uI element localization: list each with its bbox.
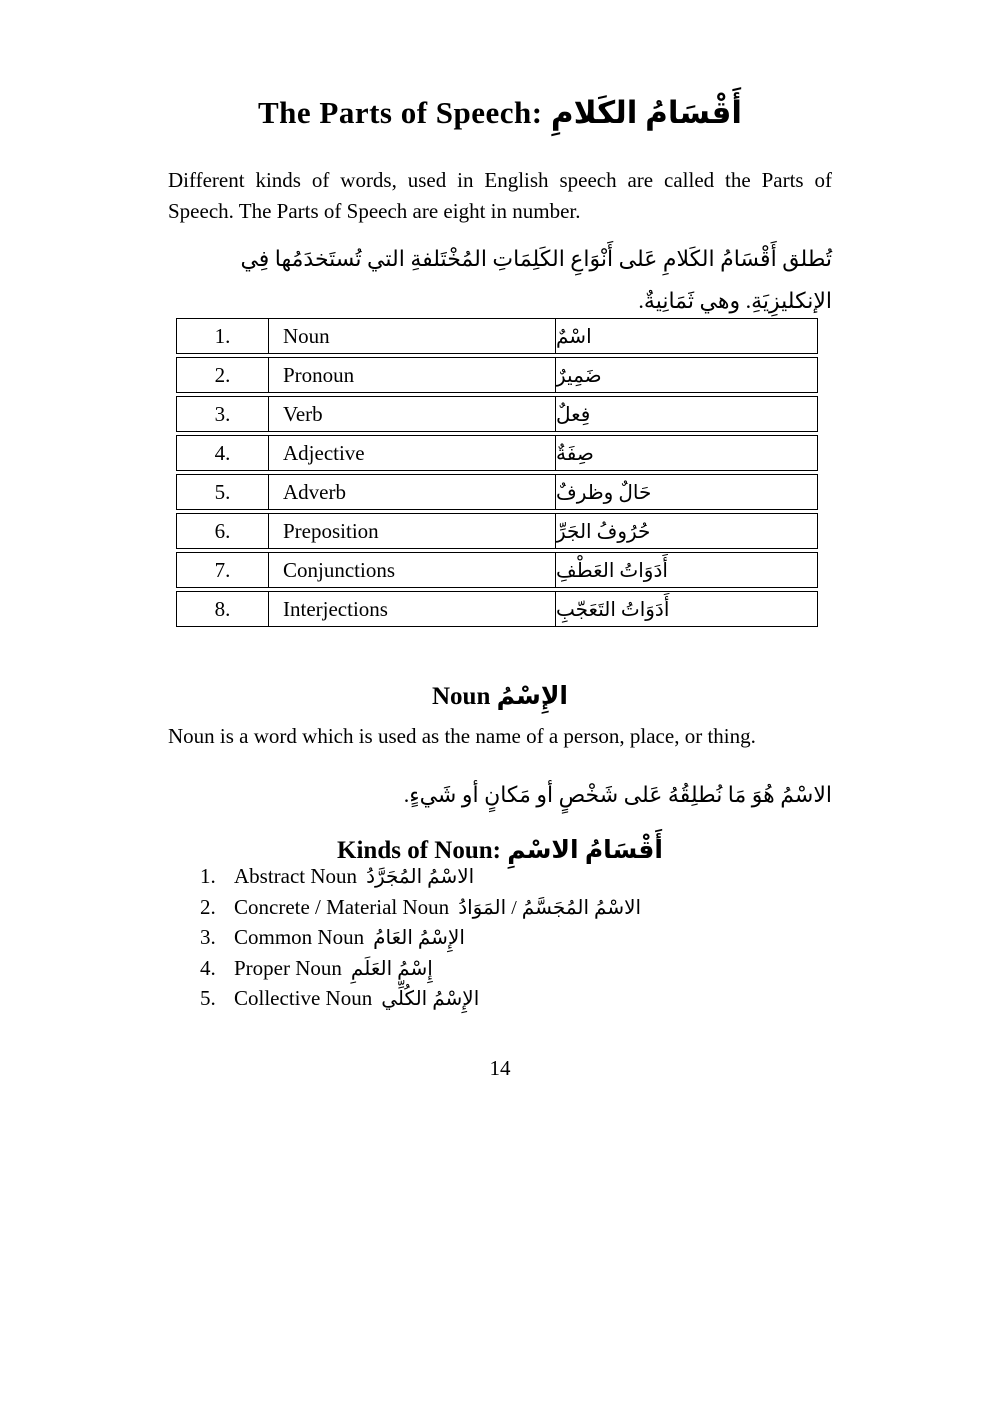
table-row (176, 357, 818, 393)
list-item (200, 923, 840, 954)
noun-section-heading (168, 681, 832, 711)
intro-paragraph-english: Different kinds of words, used in English speech are called the Parts of Speech. The Parts of Speech are eight in number. (168, 168, 832, 223)
list-item-arabic: الإِسْمُ العَامُ (373, 927, 465, 949)
row-arabic-cell: حَالٌ وظرفٌ (556, 481, 652, 504)
list-item-english: Abstract Noun (234, 864, 358, 888)
list-item-number: 5. (200, 986, 216, 1010)
row-number-cell: 5. (177, 475, 269, 509)
table-row (176, 513, 818, 549)
row-number-cell: 1. (177, 319, 269, 353)
page-title (168, 95, 832, 131)
list-item-english: Common Noun (234, 925, 365, 949)
row-english-cell: Adverb (269, 475, 556, 509)
noun-definition-arabic: الاسْمُ هُوَ مَا نُطلِقُهُ عَلى شَخْصٍ أو مَكانٍ أو شَيءٍ. (403, 782, 832, 807)
row-english-cell: Preposition (269, 514, 556, 548)
row-arabic-cell: صِفَةٌ (556, 442, 594, 465)
list-item-english: Concrete / Material Noun (234, 894, 450, 919)
table-row (176, 396, 818, 432)
row-arabic-cell: حُرُوفُ الجَرِّ (556, 520, 651, 543)
list-item-english: Proper Noun (234, 955, 342, 980)
kinds-of-noun-list (200, 862, 840, 1015)
table-row (176, 474, 818, 510)
row-arabic-cell: أَدَوَاتُ التَعَجّبِ (556, 598, 670, 621)
page-title-arabic: أَقْسَامُ الكَلامِ (550, 94, 743, 130)
list-item-number: 3. (200, 925, 216, 949)
list-item-arabic: الاسْمُ المُجَسَّمُ / المَوَادُ (458, 896, 642, 919)
row-english-cell: Noun (269, 319, 556, 353)
list-item-arabic: إِسْمُ العَلَمِ (350, 957, 433, 980)
noun-definition-english: Noun is a word which is used as the name of a person, place, or thing. (168, 724, 756, 748)
list-item-arabic: الاسْمُ المُجَرَّدُ (366, 866, 475, 888)
table-row (176, 318, 818, 354)
row-arabic-cell: فِعلٌ (556, 403, 591, 426)
table-row (176, 591, 818, 627)
list-item-arabic: الإِسْمُ الكُلِّي (381, 988, 480, 1010)
row-number-cell: 6. (177, 514, 269, 548)
list-item (200, 984, 840, 1015)
table-row (176, 435, 818, 471)
row-english-cell: Adjective (269, 436, 556, 470)
kinds-heading-english: Kinds of Noun: (337, 836, 501, 864)
page-number: 14 (489, 1056, 511, 1080)
list-item-number: 4. (200, 955, 216, 980)
row-english-cell: Verb (269, 397, 556, 431)
noun-heading-english: Noun (432, 682, 491, 710)
row-number-cell: 4. (177, 436, 269, 470)
row-number-cell: 7. (177, 553, 269, 587)
page-title-english: The Parts of Speech: (257, 94, 543, 130)
row-number-cell: 2. (177, 358, 269, 392)
list-item (200, 862, 840, 893)
row-arabic-cell: ضَمِيرٌ (556, 364, 602, 387)
list-item (200, 893, 840, 924)
row-arabic-cell: أَدَوَاتُ العَطْفِ (556, 559, 668, 582)
noun-heading-arabic: الإِسْمُ (496, 682, 568, 710)
row-number-cell: 3. (177, 397, 269, 431)
row-number-cell: 8. (177, 592, 269, 626)
list-item-number: 2. (200, 894, 216, 919)
kinds-of-noun-heading (168, 835, 832, 865)
list-item-english: Collective Noun (234, 986, 373, 1010)
kinds-heading-arabic: أَقْسَامُ الاسْمِ (507, 836, 663, 864)
list-item (200, 954, 840, 985)
parts-of-speech-table (176, 318, 818, 627)
row-english-cell: Pronoun (269, 358, 556, 392)
intro-paragraph-arabic: تُطلق أَقْسَامُ الكَلامِ عَلى أَنْوَاعِ الكَلِمَاتِ المُخْتَلفةِ التي تُستَخدَمُها فِي الإنكليزِيَةِ. وهي ثَمَانِيةٌ. (240, 246, 832, 313)
list-item-number: 1. (200, 864, 216, 888)
row-arabic-cell: اسْمٌ (556, 325, 592, 348)
row-english-cell: Interjections (269, 592, 556, 626)
row-english-cell: Conjunctions (269, 553, 556, 587)
table-row (176, 552, 818, 588)
